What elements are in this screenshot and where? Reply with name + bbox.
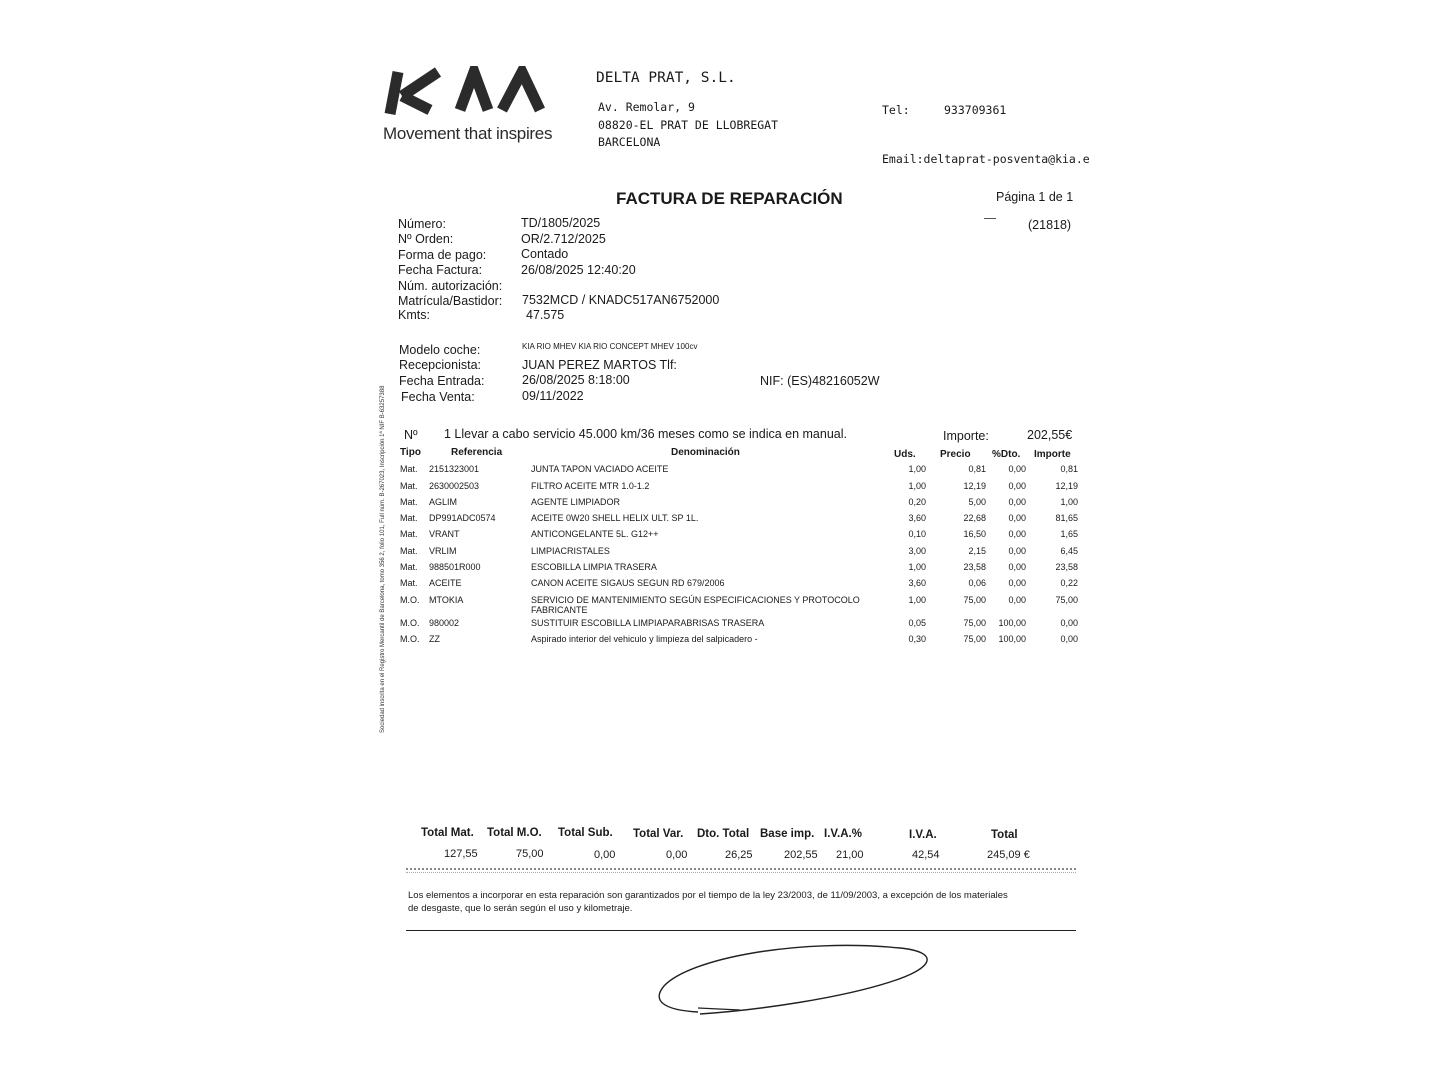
base-imp-value: 202,55: [784, 849, 818, 861]
table-row: [400, 546, 1080, 562]
cell-tipo: Mat.: [400, 562, 418, 572]
cell-den: Aspirado interior del vehiculo y limpieza del salpicadero -: [531, 634, 758, 644]
matricula-label: Matrícula/Bastidor:: [398, 294, 503, 308]
total-var-value: 0,00: [666, 849, 688, 861]
cell-uds: 0,05: [908, 618, 926, 628]
total-var-header: Total Var.: [633, 828, 684, 840]
cell-ref: MTOKIA: [429, 595, 464, 605]
client-code: (21818): [1028, 218, 1072, 232]
dealer-address-3: BARCELONA: [598, 135, 661, 149]
kia-logo: [382, 66, 572, 116]
cell-ref: ZZ: [429, 634, 440, 644]
cell-den: CANON ACEITE SIGAUS SEGUN RD 679/2006: [531, 578, 725, 588]
operation-n-label: Nº: [404, 428, 418, 442]
dash-mark: [984, 218, 996, 219]
cell-precio: 75,00: [963, 634, 986, 644]
cell-ref: AGLIM: [429, 497, 458, 507]
warranty-text-line-2: de desgaste, que lo serán según el uso y kilometraje.: [408, 903, 633, 914]
cell-ref: 2630002503: [429, 481, 480, 491]
kia-logo-icon: [382, 66, 572, 116]
cell-precio: 75,00: [963, 595, 986, 605]
col-ref-header: Referencia: [451, 447, 503, 458]
total-mo-header: Total M.O.: [487, 827, 542, 839]
cell-uds: 1,00: [908, 595, 926, 605]
totals-divider-2: [406, 872, 1076, 873]
cell-importe: 23,58: [1055, 562, 1078, 572]
cell-precio: 0,81: [968, 464, 986, 474]
totals-divider: [406, 868, 1076, 870]
col-importe-header: Importe: [1034, 449, 1071, 460]
iva-header: I.V.A.: [909, 829, 937, 841]
cell-precio: 23,58: [963, 562, 986, 572]
cell-tipo: Mat.: [400, 578, 418, 588]
total-value: 245,09 €: [987, 849, 1030, 861]
matricula-value: 7532MCD / KNADC517AN6752000: [522, 293, 720, 307]
cell-uds: 3,60: [908, 513, 926, 523]
modelo-label: Modelo coche:: [399, 343, 481, 357]
orden-label: Nº Orden:: [398, 232, 454, 246]
cell-precio: 16,50: [963, 529, 986, 539]
table-row: [400, 634, 1080, 650]
dto-total-header: Dto. Total: [697, 828, 750, 840]
total-mat-header: Total Mat.: [421, 827, 474, 839]
cell-ref: VRLIM: [429, 546, 457, 556]
operation-importe-label: Importe:: [943, 429, 989, 443]
pago-label: Forma de pago:: [398, 248, 487, 262]
cell-uds: 1,00: [908, 481, 926, 491]
col-precio-header: Precio: [940, 449, 971, 460]
cell-den-cont: FABRICANTE: [531, 605, 588, 615]
kmts-value: 47.575: [526, 308, 565, 322]
total-header: Total: [991, 829, 1018, 841]
cell-precio: 22,68: [963, 513, 986, 523]
cell-dto: 0,00: [1008, 578, 1026, 588]
cell-dto: 0,00: [1008, 529, 1026, 539]
cell-dto: 100,00: [998, 634, 1026, 644]
footer-rule: [406, 930, 1076, 931]
cell-precio: 0,06: [968, 578, 986, 588]
dealer-address-2: 08820-EL PRAT DE LLOBREGAT: [598, 118, 779, 132]
recepcionista-label: Recepcionista:: [399, 358, 481, 372]
fecha-venta-value: 09/11/2022: [522, 389, 584, 403]
cell-uds: 0,10: [908, 529, 926, 539]
cell-uds: 1,00: [908, 562, 926, 572]
cell-importe: 0,81: [1060, 464, 1078, 474]
col-tipo-header: Tipo: [400, 447, 421, 458]
total-mat-value: 127,55: [444, 848, 478, 860]
table-row: [400, 513, 1080, 529]
cell-den: LIMPIACRISTALES: [531, 546, 610, 556]
cell-den: SUSTITUIR ESCOBILLA LIMPIAPARABRISAS TRASERA: [531, 618, 765, 628]
iva-value: 42,54: [912, 849, 940, 861]
numero-label: Número:: [398, 217, 446, 231]
cell-importe: 0,00: [1060, 618, 1078, 628]
cell-importe: 0,22: [1060, 578, 1078, 588]
cell-ref: ACEITE: [429, 578, 462, 588]
col-uds-header: Uds.: [894, 449, 916, 460]
table-row: [400, 595, 1080, 615]
cell-tipo: Mat.: [400, 464, 418, 474]
autorizacion-label: Núm. autorización:: [398, 279, 503, 293]
total-sub-header: Total Sub.: [558, 827, 613, 839]
cell-importe: 1,00: [1060, 497, 1078, 507]
cell-den: ESCOBILLA LIMPIA TRASERA: [531, 562, 657, 572]
cell-importe: 75,00: [1055, 595, 1078, 605]
cell-dto: 0,00: [1008, 497, 1026, 507]
cell-importe: 6,45: [1060, 546, 1078, 556]
cell-precio: 5,00: [968, 497, 986, 507]
cell-importe: 12,19: [1055, 481, 1078, 491]
cell-ref: 980002: [429, 618, 460, 628]
cell-importe: 0,00: [1060, 634, 1078, 644]
fecha-entrada-label: Fecha Entrada:: [399, 374, 485, 388]
cell-dto: 0,00: [1008, 562, 1026, 572]
col-den-header: Denominación: [671, 447, 740, 458]
tel-value: 933709361: [944, 103, 1007, 117]
cell-tipo: Mat.: [400, 513, 418, 523]
table-row: [400, 529, 1080, 545]
nif-value: NIF: (ES)48216052W: [760, 374, 880, 388]
table-row: [400, 497, 1080, 513]
cell-precio: 75,00: [963, 618, 986, 628]
cell-uds: 3,00: [908, 546, 926, 556]
total-mo-value: 75,00: [516, 848, 544, 860]
fecha-entrada-value: 26/08/2025 8:18:00: [522, 373, 630, 387]
tel-label: Tel:: [882, 103, 910, 117]
cell-tipo: M.O.: [400, 634, 420, 644]
cell-dto: 0,00: [1008, 546, 1026, 556]
operation-description: 1 Llevar a cabo servicio 45.000 km/36 meses como se indica en manual.: [444, 427, 847, 441]
cell-uds: 1,00: [908, 464, 926, 474]
fecha-factura-value: 26/08/2025 12:40:20: [521, 263, 636, 277]
base-imp-header: Base imp.: [760, 828, 815, 840]
cell-precio: 12,19: [963, 481, 986, 491]
dealer-email: Email:deltaprat-posventa@kia.e: [882, 152, 1090, 166]
modelo-value: KIA RIO MHEV KIA RIO CONCEPT MHEV 100cv: [522, 342, 698, 351]
cell-uds: 0,20: [908, 497, 926, 507]
cell-den: ACEITE 0W20 SHELL HELIX ULT. SP 1L.: [531, 513, 699, 523]
table-row: [400, 618, 1080, 634]
dealer-name: DELTA PRAT, S.L.: [596, 70, 736, 86]
table-row: [400, 481, 1080, 497]
cell-dto: 0,00: [1008, 481, 1026, 491]
cell-importe: 1,65: [1060, 529, 1078, 539]
brand-tagline: Movement that inspires: [383, 124, 553, 143]
dto-total-value: 26,25: [725, 849, 753, 861]
cell-den: FILTRO ACEITE MTR 1.0-1.2: [531, 481, 650, 491]
fecha-venta-label: Fecha Venta:: [401, 390, 475, 404]
recepcionista-value: JUAN PEREZ MARTOS Tlf:: [522, 358, 677, 372]
dealer-address-1: Av. Remolar, 9: [598, 100, 695, 114]
cell-tipo: Mat.: [400, 529, 418, 539]
operation-importe-value: 202,55€: [1027, 428, 1073, 442]
numero-value: TD/1805/2025: [521, 216, 601, 230]
table-row: [400, 562, 1080, 578]
iva-pct-header: I.V.A.%: [824, 828, 862, 840]
cell-dto: 0,00: [1008, 595, 1026, 605]
iva-pct-value: 21,00: [836, 849, 864, 861]
cell-den: AGENTE LIMPIADOR: [531, 497, 621, 507]
pago-value: Contado: [521, 247, 569, 261]
cell-tipo: Mat.: [400, 481, 418, 491]
cell-precio: 2,15: [968, 546, 986, 556]
cell-ref: 988501R000: [429, 562, 481, 572]
kmts-label: Kmts:: [398, 308, 430, 322]
cell-tipo: M.O.: [400, 618, 420, 628]
total-sub-value: 0,00: [594, 849, 616, 861]
cell-uds: 0,30: [908, 634, 926, 644]
orden-value: OR/2.712/2025: [521, 232, 606, 246]
cell-importe: 81,65: [1055, 513, 1078, 523]
cell-dto: 0,00: [1008, 464, 1026, 474]
document-title: FACTURA DE REPARACIÓN: [616, 189, 843, 208]
table-row: [400, 578, 1080, 594]
cell-tipo: Mat.: [400, 497, 418, 507]
cell-den: ANTICONGELANTE 5L. G12++: [531, 529, 659, 539]
col-dto-header: %Dto.: [992, 449, 1021, 460]
signature: [650, 940, 940, 1020]
page-number: Página 1 de 1: [996, 190, 1074, 204]
cell-ref: VRANT: [429, 529, 460, 539]
cell-dto: 100,00: [998, 618, 1026, 628]
cell-tipo: M.O.: [400, 595, 420, 605]
cell-dto: 0,00: [1008, 513, 1026, 523]
table-row: [400, 464, 1080, 480]
cell-uds: 3,60: [908, 578, 926, 588]
cell-den: JUNTA TAPON VACIADO ACEITE: [531, 464, 669, 474]
cell-ref: DP991ADC0574: [429, 513, 496, 523]
signature-icon: [650, 940, 940, 1020]
cell-den: SERVICIO DE MANTENIMIENTO SEGÚN ESPECIFICACIONES Y PROTOCOLO: [531, 595, 860, 605]
fecha-factura-label: Fecha Factura:: [398, 263, 483, 277]
cell-tipo: Mat.: [400, 546, 418, 556]
registry-side-text: Sociedad inscrita en el Registro Mercantil de Barcelona, tomo 356 2, folio 101, Full núm. B-267023, Inscripción 1ª NIF B-63257388: [380, 385, 386, 733]
warranty-text-line-1: Los elementos a incorporar en esta reparación son garantizados por el tiempo de la ley 23/2003, de 11/09/2003, a excepción de los materiales: [408, 890, 1008, 901]
cell-ref: 2151323001: [429, 464, 480, 474]
